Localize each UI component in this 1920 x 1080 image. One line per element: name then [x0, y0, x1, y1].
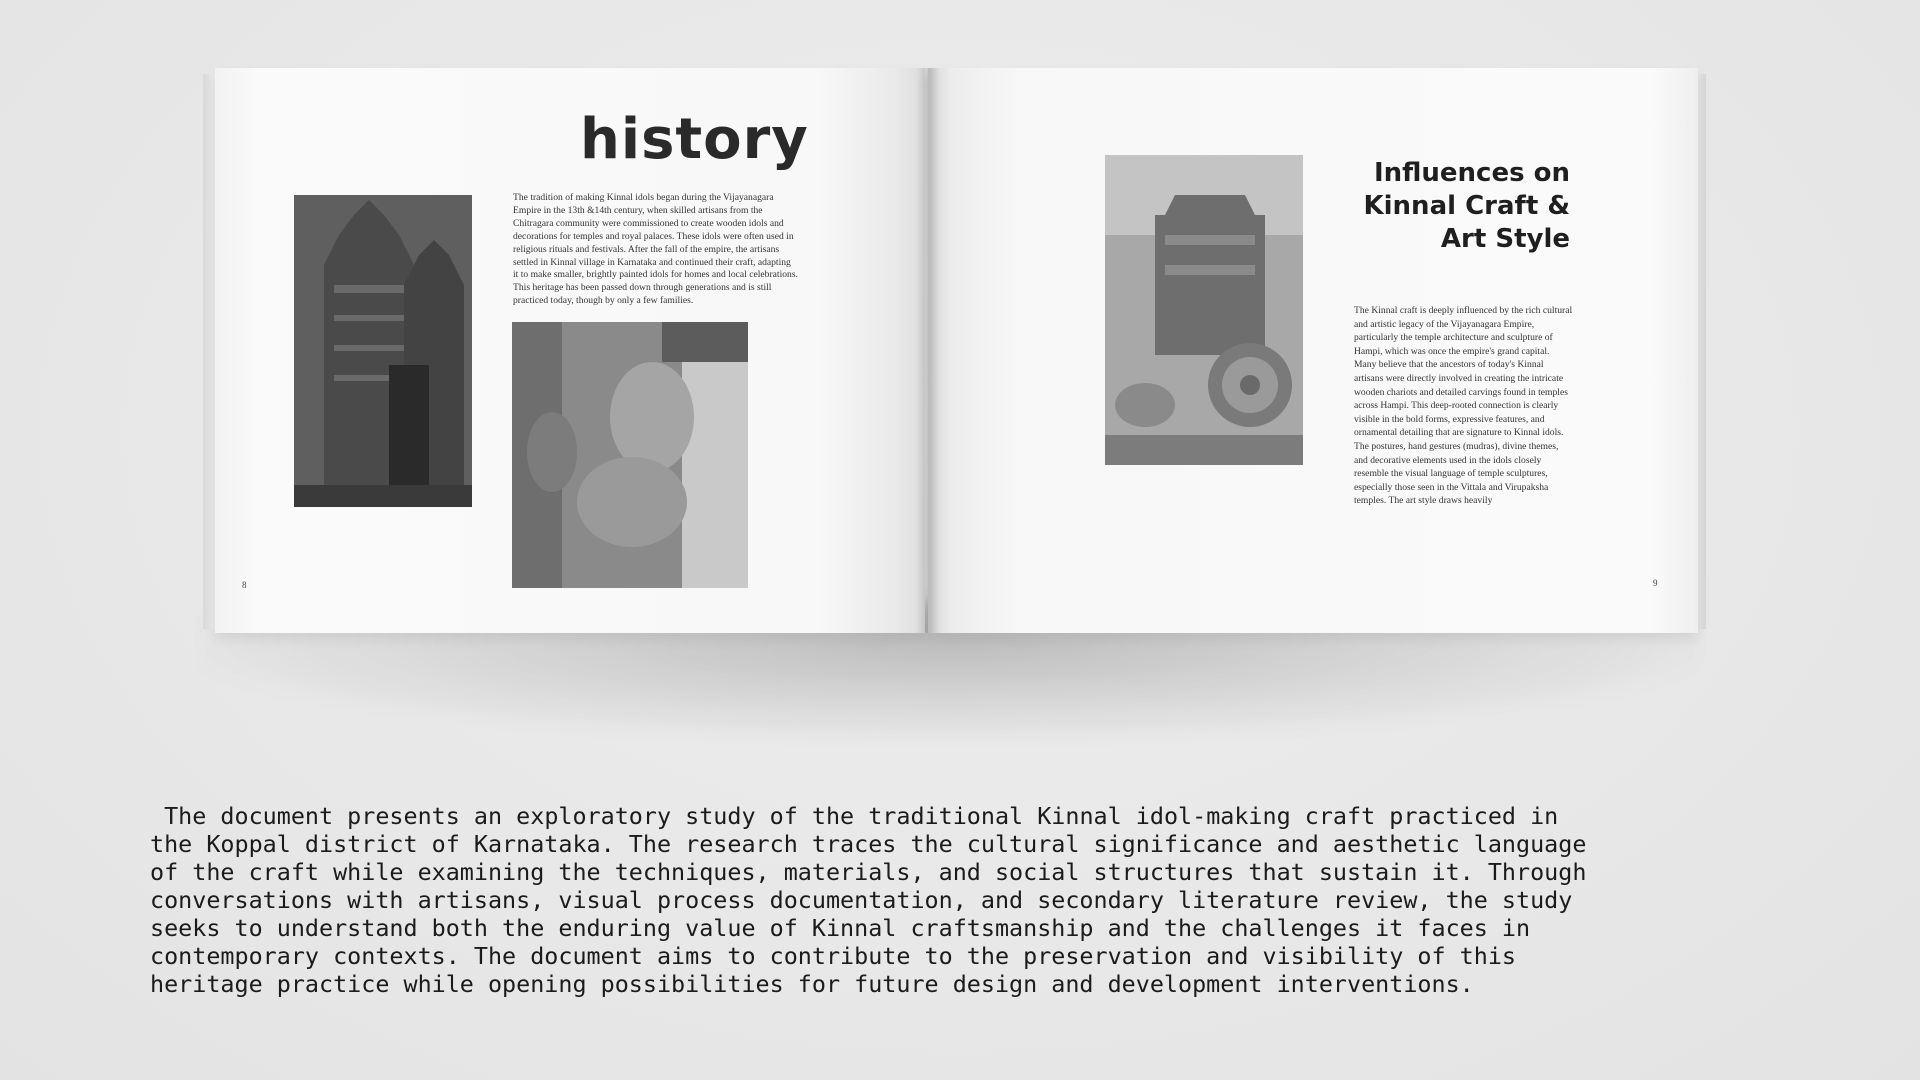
temple-icon [294, 195, 472, 507]
carving-icon [512, 322, 748, 588]
temple-tower-photo [294, 195, 472, 507]
page-number-left: 8 [242, 580, 247, 590]
book-gutter [916, 68, 940, 633]
document-description: The document presents an exploratory study of the traditional Kinnal idol-making craft practiced in the Koppal district of Karnataka. The research traces the cultural significance and aesthetic language of the craft while examining the techniques, materials, and social structures that sustain it. Through conversations with artisans, visual process documentation, and secondary literature review, the study seeks to understand both the enduring value of Kinnal craftsmanship and the challenges it faces in contemporary contexts. The document aims to contribute to the preservation and visibility of this heritage practice while opening possibilities for future design and development interventions. [150, 802, 1587, 998]
right-page [928, 68, 1698, 633]
influences-heading: Influences on Kinnal Craft & Art Style [1363, 158, 1570, 254]
page-number-right: 9 [1653, 578, 1658, 588]
chariot-icon [1105, 155, 1303, 465]
history-heading: history [580, 107, 809, 172]
stone-chariot-photo [1105, 155, 1303, 465]
influences-paragraph: The Kinnal craft is deeply influenced by the rich cultural and artistic legacy of the Vijayanagara Empire, particularly the temple architecture and sculpture of Hampi, which was once the empire's grand capital. Many believe that the ancestors of today's Kinnal artisans were directly involved in creating the intricate wooden chariots and detailed carvings found in temples across Hampi. This deep-rooted connection is clearly visible in the bold forms, expressive features, and ornamental detailing that are signature to Kinnal idols. The postures, hand gestures (mudras), divine themes, and decorative elements used in the idols closely resemble the visual language of temple sculptures, especially those seen in the Vittala and Virupaksha temples. The art style draws heavily [1354, 305, 1573, 507]
history-paragraph: The tradition of making Kinnal idols began during the Vijayanagara Empire in the 13th &14th century, when skilled artisans from the Chitragara community were commissioned to create wooden idols and decorations for temples and royal palaces. These idols were often used in religious rituals and festivals. After the fall of the empire, the artisans settled in Kinnal village in Karnataka and continued their craft, adapting it to make smaller, brightly painted idols for homes and local celebrations. This heritage has been passed down through generations and is still practiced today, though by only a few families. [513, 192, 798, 307]
stone-carving-photo [512, 322, 748, 588]
